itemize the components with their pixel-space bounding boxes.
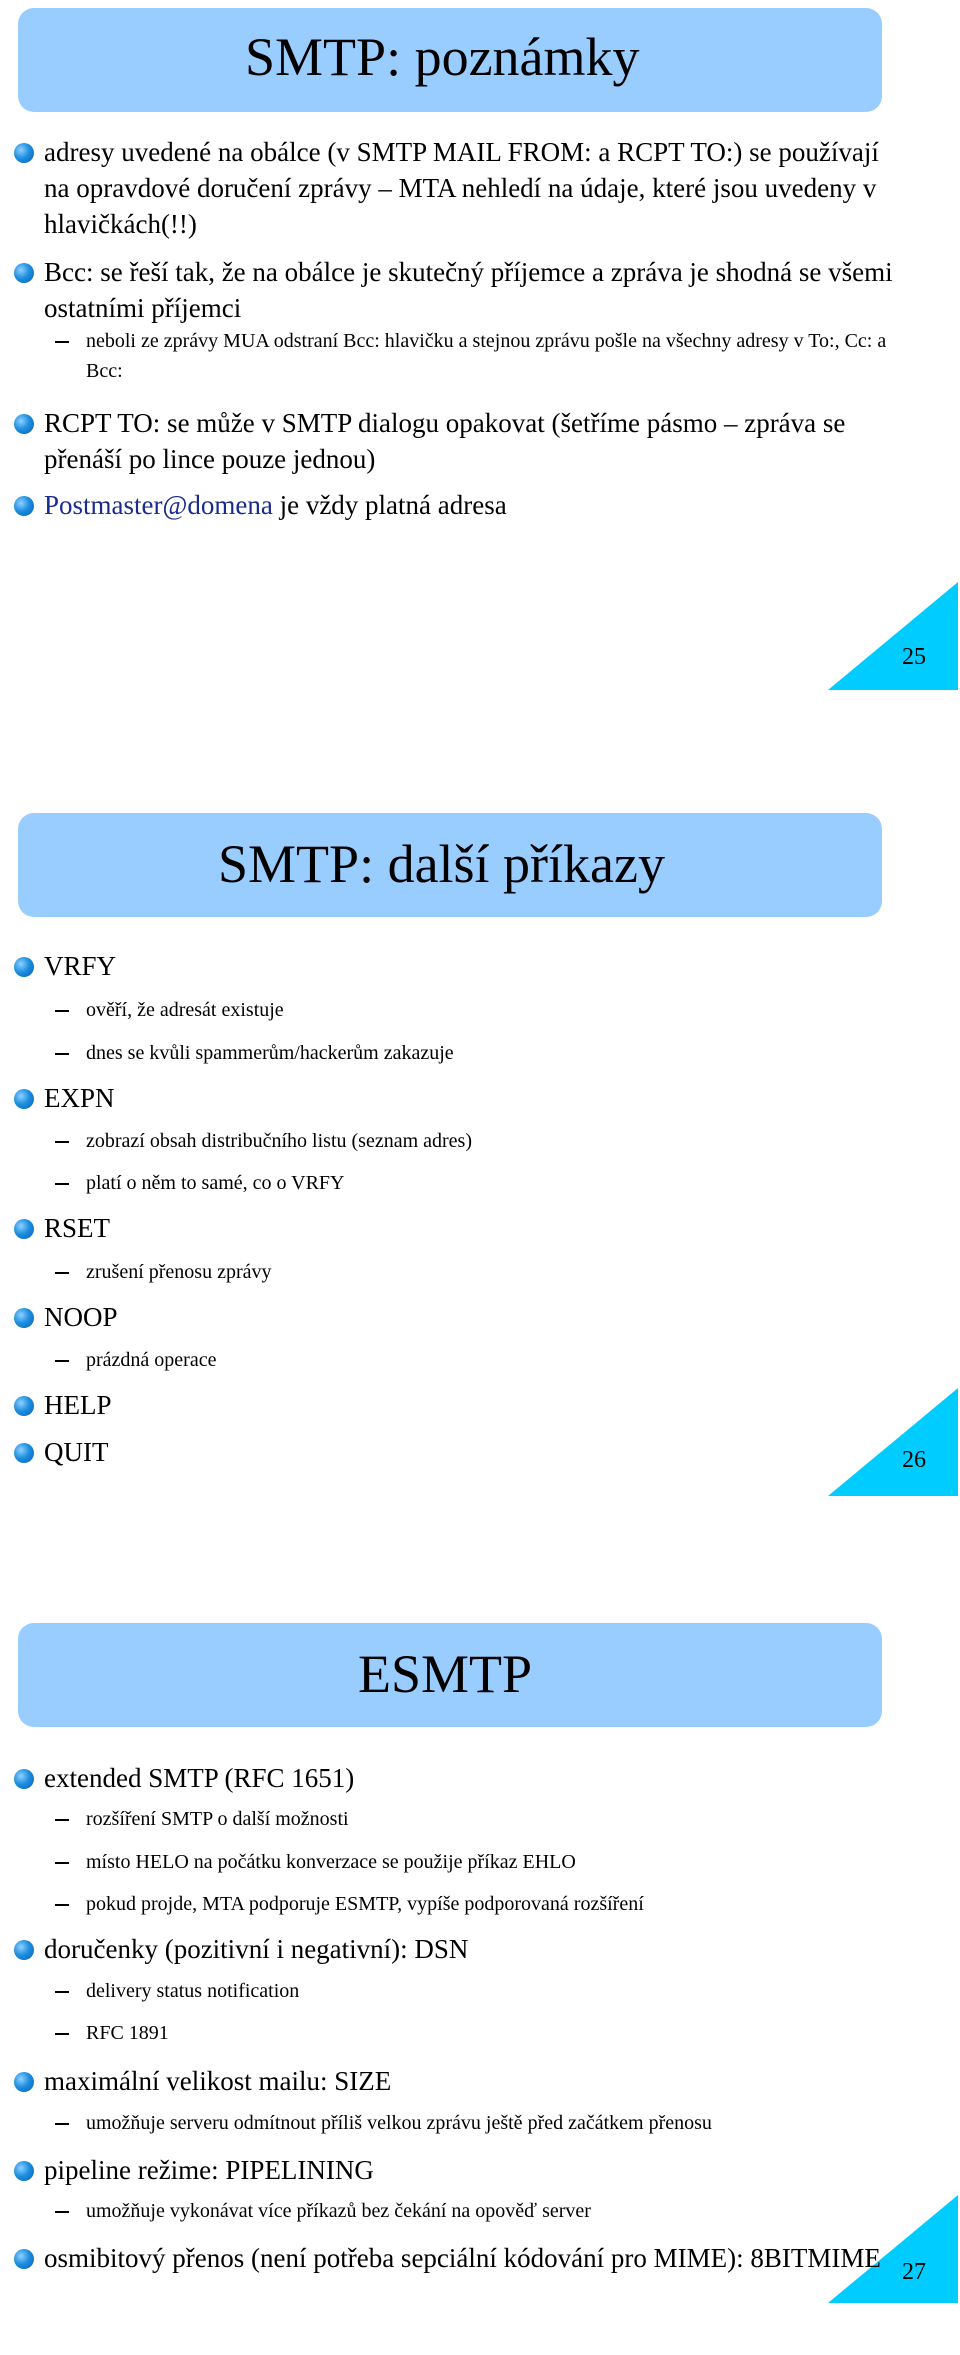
slide-title: SMTP: další příkazy bbox=[218, 834, 665, 894]
sub-item: pokud projde, MTA podporuje ESMTP, vypíše podporovaná rozšíření bbox=[86, 1893, 644, 1915]
dash-marker bbox=[55, 1991, 69, 1993]
sub-item: neboli ze zprávy MUA odstraní Bcc: hlavičku a stejnou zprávu pošle na všechny adresy v To:, Cc: a Bcc: bbox=[86, 330, 887, 382]
bullet-icon bbox=[14, 1940, 34, 1960]
dash-marker bbox=[55, 1819, 69, 1821]
dash-marker bbox=[55, 1141, 69, 1143]
dash-marker bbox=[55, 1904, 69, 1906]
bullet-icon bbox=[14, 1443, 34, 1463]
sub-item: prázdná operace bbox=[86, 1349, 217, 1371]
dash-marker bbox=[55, 2033, 69, 2035]
list-item bbox=[44, 487, 904, 523]
list-item: RCPT TO: se může v SMTP dialogu opakovat (šetříme pásmo – zpráva se přenáší po lince pouze jednou) bbox=[44, 408, 846, 474]
slide-title: ESMTP bbox=[358, 1644, 533, 1704]
bullet-icon bbox=[14, 1396, 34, 1416]
slide-26 bbox=[0, 805, 960, 1545]
slide-27 bbox=[0, 1615, 960, 2355]
page-number: 27 bbox=[902, 2259, 926, 2285]
bullet-icon bbox=[14, 263, 34, 283]
bullet-icon bbox=[14, 2249, 34, 2269]
sub-item: platí o něm to samé, co o VRFY bbox=[86, 1172, 345, 1194]
bullet-icon bbox=[14, 2072, 34, 2092]
bullet-icon bbox=[14, 2161, 34, 2181]
list-item: VRFY bbox=[44, 951, 117, 981]
sub-item: ověří, že adresát existuje bbox=[86, 999, 284, 1021]
corner-triangle bbox=[828, 582, 958, 690]
sub-item: zrušení přenosu zprávy bbox=[86, 1261, 272, 1283]
bullet-icon bbox=[14, 1769, 34, 1789]
sub-item: místo HELO na počátku konverzace se použije příkaz EHLO bbox=[86, 1851, 576, 1873]
bullet-icon bbox=[14, 1089, 34, 1109]
bullet-icon bbox=[14, 496, 34, 516]
sub-item: dnes se kvůli spammerům/hackerům zakazuje bbox=[86, 1042, 454, 1064]
sub-item: umožňuje vykonávat více příkazů bez čekání na opověď server bbox=[86, 2200, 591, 2222]
slide-25 bbox=[0, 0, 960, 740]
list-item: pipeline režime: PIPELINING bbox=[44, 2155, 374, 2185]
dash-marker bbox=[55, 2123, 69, 2125]
dash-marker bbox=[55, 1010, 69, 1012]
list-item: extended SMTP (RFC 1651) bbox=[44, 1763, 355, 1793]
list-item: RSET bbox=[44, 1213, 111, 1243]
dash-marker bbox=[55, 1862, 69, 1864]
sub-item: umožňuje serveru odmítnout příliš velkou zprávu ještě před začátkem přenosu bbox=[86, 2112, 712, 2134]
dash-marker bbox=[55, 341, 69, 343]
dash-marker bbox=[55, 1183, 69, 1185]
dash-marker bbox=[55, 1272, 69, 1274]
sub-item: RFC 1891 bbox=[86, 2022, 169, 2044]
sub-item: delivery status notification bbox=[86, 1980, 300, 2002]
bullet-icon bbox=[14, 414, 34, 434]
list-item-text: je vždy platná adresa bbox=[272, 490, 507, 520]
bullet-icon bbox=[14, 957, 34, 977]
bullet-icon bbox=[14, 143, 34, 163]
page-number: 26 bbox=[902, 1447, 926, 1473]
list-item: maximální velikost mailu: SIZE bbox=[44, 2066, 392, 2096]
sub-item: rozšíření SMTP o další možnosti bbox=[86, 1808, 349, 1830]
bullet-icon bbox=[14, 1308, 34, 1328]
dash-marker bbox=[55, 1053, 69, 1055]
list-item: HELP bbox=[44, 1390, 112, 1420]
page-number: 25 bbox=[902, 644, 926, 670]
list-item: EXPN bbox=[44, 1083, 115, 1113]
list-item: NOOP bbox=[44, 1302, 118, 1332]
dash-marker bbox=[55, 2211, 69, 2213]
dash-marker bbox=[55, 1360, 69, 1362]
slide-title: SMTP: poznámky bbox=[245, 27, 640, 87]
sub-item: zobrazí obsah distribučního listu (seznam adres) bbox=[86, 1130, 472, 1152]
bullet-icon bbox=[14, 1219, 34, 1239]
list-item: doručenky (pozitivní i negativní): DSN bbox=[44, 1934, 469, 1964]
list-item: osmibitový přenos (není potřeba sepciální kódování pro MIME): 8BITMIME bbox=[44, 2243, 881, 2273]
postmaster-link[interactable]: Postmaster@domena bbox=[44, 490, 273, 520]
list-item: Bcc: se řeší tak, že na obálce je skutečný příjemce a zpráva je shodná se všemi ostatními příjemci bbox=[44, 257, 893, 323]
list-item: adresy uvedené na obálce (v SMTP MAIL FROM: a RCPT TO:) se používají na opravdové doručení zprávy – MTA nehledí na údaje, které jsou uvedeny v hlavičkách(!!) bbox=[44, 137, 879, 239]
list-item: QUIT bbox=[44, 1437, 109, 1467]
